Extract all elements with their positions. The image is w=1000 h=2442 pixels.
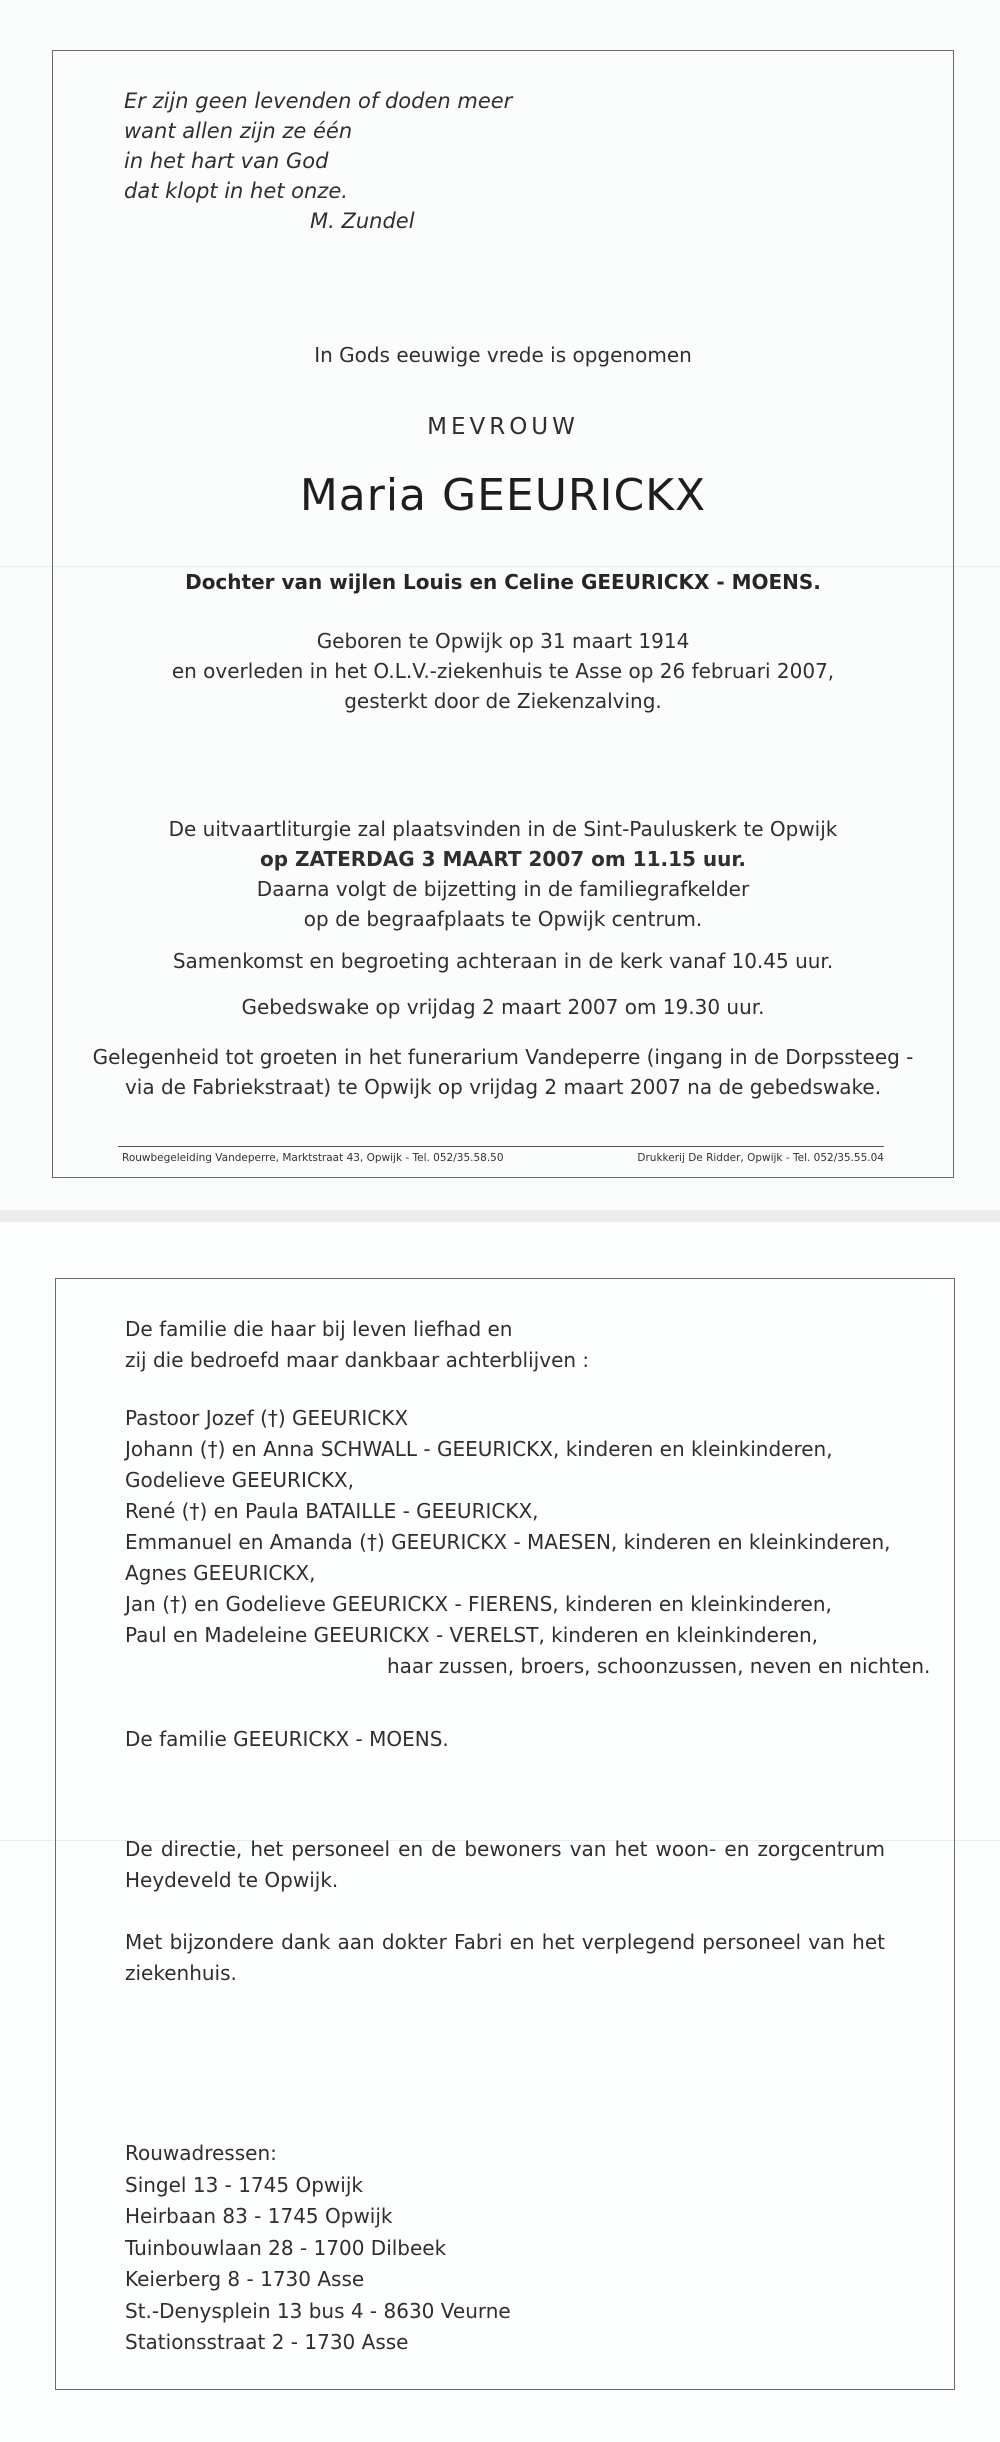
family-closing: haar zussen, broers, schoonzussen, neven en nichten. (387, 1654, 931, 1678)
funeral-line: De uitvaartliturgie zal plaatsvinden in de Sint-Pauluskerk te Opwijk (168, 817, 838, 841)
funeral-director-credit: Rouwbegeleiding Vandeperre, Marktstraat 43, Opwijk - Tel. 052/35.58.50 (122, 1152, 504, 1164)
gathering-info: Samenkomst en begroeting achteraan in de kerk vanaf 10.45 uur. (172, 949, 834, 973)
family-member: Pastoor Jozef (†) GEEURICKX (125, 1406, 409, 1430)
address-line: Heirbaan 83 - 1745 Opwijk (125, 2204, 393, 2228)
intro-text: In Gods eeuwige vrede is opgenomen (314, 343, 692, 367)
address-line: St.-Denysplein 13 bus 4 - 8630 Veurne (125, 2298, 511, 2323)
family-intro-line: De familie die haar bij leven liefhad en (125, 1317, 513, 1341)
paper-fold (0, 566, 1000, 567)
poem-line: dat klopt in het onze. (124, 179, 348, 203)
card-back (0, 1222, 1000, 2442)
funeral-line: Daarna volgt de bijzetting in de familiegrafkelder (256, 877, 750, 901)
card-front (0, 0, 1000, 1210)
family-intro-line: zij die bedroefd maar dankbaar achterblijven : (125, 1348, 590, 1372)
care-home-thanks: De directie, het personeel en de bewoners van het woon- en zorgcentrum Heydeveld te Opwijk. (125, 1837, 885, 1892)
poem-line: in het hart van God (124, 149, 329, 173)
poem (124, 86, 512, 236)
poem-author: M. Zundel (310, 209, 415, 233)
mourning-addresses (125, 2138, 511, 2359)
greeting-line: Gelegenheid tot groeten in het funerarium Vandeperre (ingang in de Dorpssteeg - (92, 1045, 914, 1069)
family-member: René (†) en Paula BATAILLE - GEEURICKX, (125, 1499, 539, 1523)
funeral-info (52, 814, 954, 934)
funeral-date: op ZATERDAG 3 MAART 2007 om 11.15 uur. (260, 847, 746, 871)
address-line: Stationsstraat 2 - 1730 Asse (125, 2330, 409, 2354)
address-line: Singel 13 - 1745 Opwijk (125, 2172, 363, 2197)
page-separator (0, 1210, 1000, 1222)
title-mevrouw: MEVROUW (427, 414, 579, 440)
address-line: Keierberg 8 - 1730 Asse (125, 2267, 365, 2291)
family-member: Jan (†) en Godelieve GEEURICKX - FIERENS, kinderen en kleinkinderen, (125, 1592, 832, 1616)
addresses-label: Rouwadressen: (125, 2141, 277, 2165)
doctor-thanks: Met bijzondere dank aan dokter Fabri en het verplegend personeel van het ziekenhuis. (125, 1930, 885, 1985)
family-member: Agnes GEEURICKX, (125, 1561, 316, 1585)
poem-line: want allen zijn ze één (124, 119, 353, 143)
family-member: Johann (†) en Anna SCHWALL - GEEURICKX, kinderen en kleinkinderen, (125, 1437, 833, 1461)
birth-death-info (52, 626, 954, 716)
family-member: Emmanuel en Amanda (†) GEEURICKX - MAESEN, kinderen en kleinkinderen, (125, 1530, 891, 1554)
greeting-info (52, 1042, 954, 1102)
born-line: en overleden in het O.L.V.-ziekenhuis te Asse op 26 februari 2007, (171, 659, 835, 683)
parents-line: Dochter van wijlen Louis en Celine GEEURICKX - MOENS. (185, 570, 821, 594)
address-line: Tuinbouwlaan 28 - 1700 Dilbeek (125, 2235, 447, 2260)
greeting-line: via de Fabriekstraat) te Opwijk op vrijdag 2 maart 2007 na de gebedswake. (124, 1075, 882, 1099)
family-member: Godelieve GEEURICKX, (125, 1468, 354, 1492)
poem-line: Er zijn geen levenden of doden meer (124, 89, 513, 113)
family-list (125, 1403, 930, 1682)
wake-info: Gebedswake op vrijdag 2 maart 2007 om 19.30 uur. (241, 995, 765, 1019)
funeral-line: op de begraafplaats te Opwijk centrum. (303, 907, 703, 931)
footer-divider (118, 1146, 884, 1147)
deceased-name: Maria GEEURICKX (299, 470, 707, 521)
born-line: Geboren te Opwijk op 31 maart 1914 (316, 629, 690, 653)
family-intro (125, 1314, 589, 1376)
family-member: Paul en Madeleine GEEURICKX - VERELST, kinderen en kleinkinderen, (125, 1623, 819, 1647)
printer-credit: Drukkerij De Ridder, Opwijk - Tel. 052/35.55.04 (637, 1152, 884, 1164)
family-name: De familie GEEURICKX - MOENS. (125, 1727, 449, 1751)
born-line: gesterkt door de Ziekenzalving. (344, 689, 662, 713)
